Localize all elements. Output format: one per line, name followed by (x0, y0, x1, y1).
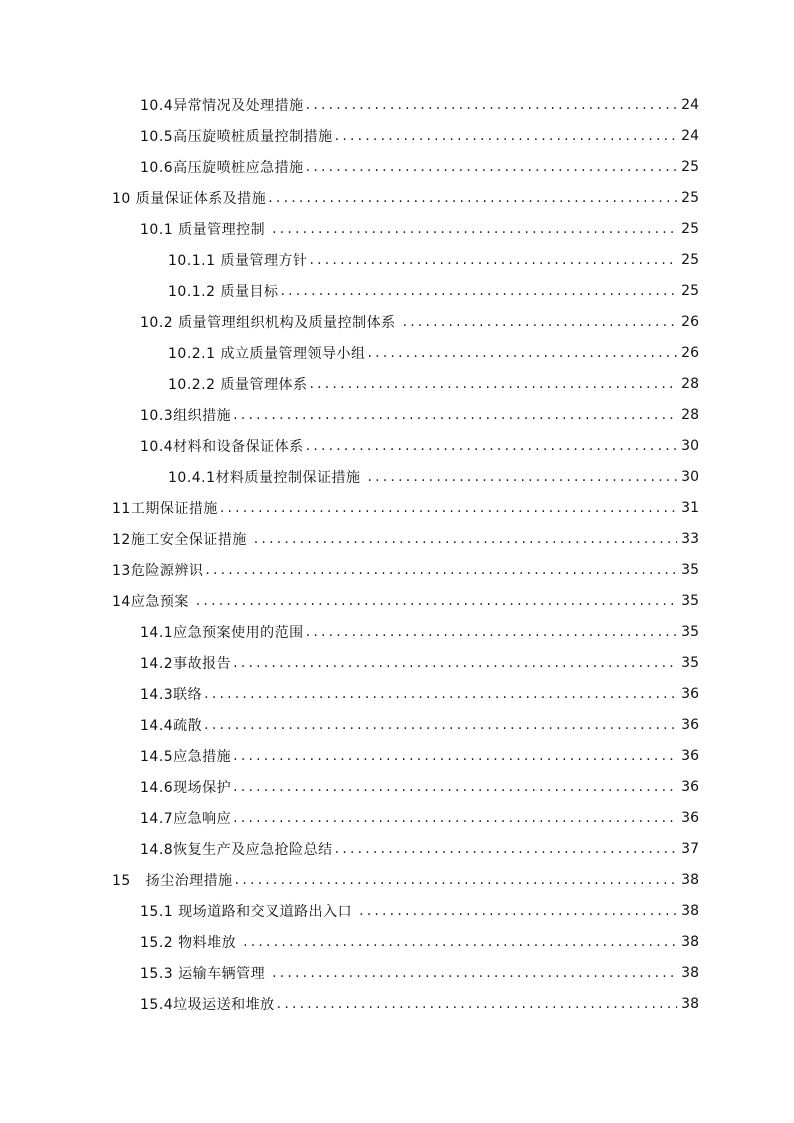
toc-entry-title: 10.5高压旋喷桩质量控制措施 (140, 128, 333, 145)
toc-entry (0, 864, 794, 895)
toc-dot-leader (309, 252, 677, 268)
toc-dot-leader (268, 190, 677, 206)
toc-page-number: 26 (681, 313, 699, 330)
toc-entry (0, 709, 794, 740)
toc-entry (0, 430, 794, 461)
toc-page-number: 30 (681, 437, 699, 454)
toc-entry-title: 13危险源辨识 (112, 562, 204, 579)
toc-entry (0, 368, 794, 399)
toc-entry-title: 11工期保证措施 (112, 500, 218, 517)
toc-entry-title: 14.4疏散 (140, 717, 203, 734)
toc-page-number: 36 (681, 809, 699, 826)
toc-dot-leader (233, 655, 677, 671)
toc-page-number: 24 (681, 127, 699, 144)
toc-entry (0, 988, 794, 1019)
toc-entry (0, 554, 794, 585)
toc-page-number: 38 (681, 933, 699, 950)
toc-entry (0, 151, 794, 182)
toc-entry (0, 275, 794, 306)
toc-entry (0, 740, 794, 771)
toc-entry (0, 89, 794, 120)
toc-dot-leader (233, 407, 677, 423)
toc-page-number: 38 (681, 995, 699, 1012)
toc-page-number: 36 (681, 747, 699, 764)
toc-entry-title: 10.1 质量管理控制 (140, 221, 271, 238)
toc-page-number: 38 (681, 964, 699, 981)
toc-dot-leader (196, 593, 677, 609)
toc-page-number: 28 (681, 375, 699, 392)
toc-page-number: 25 (681, 251, 699, 268)
toc-entry-title: 10.6高压旋喷桩应急措施 (140, 159, 304, 176)
toc-entry-title: 10.2.1 成立质量管理领导小组 (168, 345, 366, 362)
toc-entry (0, 306, 794, 337)
toc-page-number: 25 (681, 158, 699, 175)
toc-dot-leader (235, 872, 678, 888)
toc-entry-title: 10.3组织措施 (140, 407, 232, 424)
toc-dot-leader (306, 159, 678, 175)
toc-page-number: 35 (681, 654, 699, 671)
toc-dot-leader (335, 128, 678, 144)
toc-page-number: 25 (681, 220, 699, 237)
toc-entry-title: 15.1 现场道路和交叉道路出入口 (140, 903, 358, 920)
toc-entry-title: 14.2事故报告 (140, 655, 232, 672)
toc-entry (0, 213, 794, 244)
toc-entry-title: 10.2 质量管理组织机构及质量控制体系 (140, 314, 401, 331)
toc-page-number: 26 (681, 344, 699, 361)
toc-dot-leader (272, 221, 677, 237)
toc-page-number: 24 (681, 96, 699, 113)
toc-page-number: 33 (681, 530, 699, 547)
toc-dot-leader (335, 841, 678, 857)
toc-entry (0, 833, 794, 864)
toc-entry-title: 14.3联络 (140, 686, 203, 703)
toc-page-number: 30 (681, 468, 699, 485)
toc-entry-title: 10.4异常情况及处理措施 (140, 97, 304, 114)
toc-entry-title: 10.4材料和设备保证体系 (140, 438, 304, 455)
toc-page-number: 35 (681, 561, 699, 578)
toc-entry-title: 14.7应急响应 (140, 810, 232, 827)
toc-entry-title: 14.1应急预案使用的范围 (140, 624, 304, 641)
toc-entry (0, 337, 794, 368)
toc-dot-leader (233, 810, 677, 826)
toc-entry (0, 616, 794, 647)
toc-entry-title: 14应急预案 (112, 593, 194, 610)
toc-entry (0, 399, 794, 430)
toc-page-number: 38 (681, 902, 699, 919)
toc-dot-leader (309, 376, 677, 392)
toc-entry-title: 14.6现场保护 (140, 779, 232, 796)
toc-dot-leader (243, 934, 677, 950)
toc-entry-title: 14.8恢复生产及应急抢险总结 (140, 841, 333, 858)
toc-entry (0, 771, 794, 802)
toc-dot-leader (306, 97, 678, 113)
toc-dot-leader (204, 717, 677, 733)
toc-dot-leader (280, 283, 677, 299)
toc-page-number: 35 (681, 592, 699, 609)
toc-entry-title: 10.2.2 质量管理体系 (168, 376, 308, 393)
toc-entry (0, 957, 794, 988)
toc-entry (0, 523, 794, 554)
toc-entry-title: 12施工安全保证措施 (112, 531, 252, 548)
toc-entry (0, 492, 794, 523)
toc-dot-leader (220, 500, 677, 516)
toc-page-number: 28 (681, 406, 699, 423)
toc-entry (0, 585, 794, 616)
toc-entry (0, 802, 794, 833)
toc-entry-title: 15.3 运输车辆管理 (140, 965, 271, 982)
toc-dot-leader (403, 314, 678, 330)
toc-dot-leader (306, 624, 678, 640)
toc-page-number: 31 (681, 499, 699, 516)
toc-page-number: 36 (681, 685, 699, 702)
toc-dot-leader (204, 686, 677, 702)
toc-page-number: 38 (681, 871, 699, 888)
toc-entry (0, 678, 794, 709)
toc-page-number: 25 (681, 189, 699, 206)
toc-dot-leader (233, 779, 677, 795)
toc-entry-title: 15 扬尘治理措施 (112, 872, 233, 889)
toc-entry (0, 895, 794, 926)
toc-dot-leader (254, 531, 677, 547)
toc-entry-title: 14.5应急措施 (140, 748, 232, 765)
toc-page-number: 35 (681, 623, 699, 640)
toc-dot-leader (306, 438, 678, 454)
toc-page-number: 37 (681, 840, 699, 857)
toc-page-number: 36 (681, 778, 699, 795)
toc-dot-leader (205, 562, 677, 578)
toc-entry-title: 10.1.1 质量管理方针 (168, 252, 308, 269)
toc-page-number: 25 (681, 282, 699, 299)
toc-dot-leader (367, 469, 677, 485)
toc-dot-leader (367, 345, 677, 361)
toc-page-number: 36 (681, 716, 699, 733)
toc-dot-leader (277, 996, 678, 1012)
table-of-contents (0, 89, 794, 1019)
toc-entry-title: 10 质量保证体系及措施 (112, 190, 267, 207)
toc-entry (0, 182, 794, 213)
toc-dot-leader (272, 965, 677, 981)
toc-entry (0, 647, 794, 678)
toc-dot-leader (233, 748, 677, 764)
toc-entry-title: 15.4垃圾运送和堆放 (140, 996, 275, 1013)
toc-entry-title: 10.1.2 质量目标 (168, 283, 279, 300)
toc-entry (0, 120, 794, 151)
toc-entry (0, 926, 794, 957)
toc-dot-leader (359, 903, 677, 919)
toc-entry-title: 15.2 物料堆放 (140, 934, 242, 951)
toc-entry-title: 10.4.1材料质量控制保证措施 (168, 469, 366, 486)
toc-entry (0, 244, 794, 275)
toc-entry (0, 461, 794, 492)
